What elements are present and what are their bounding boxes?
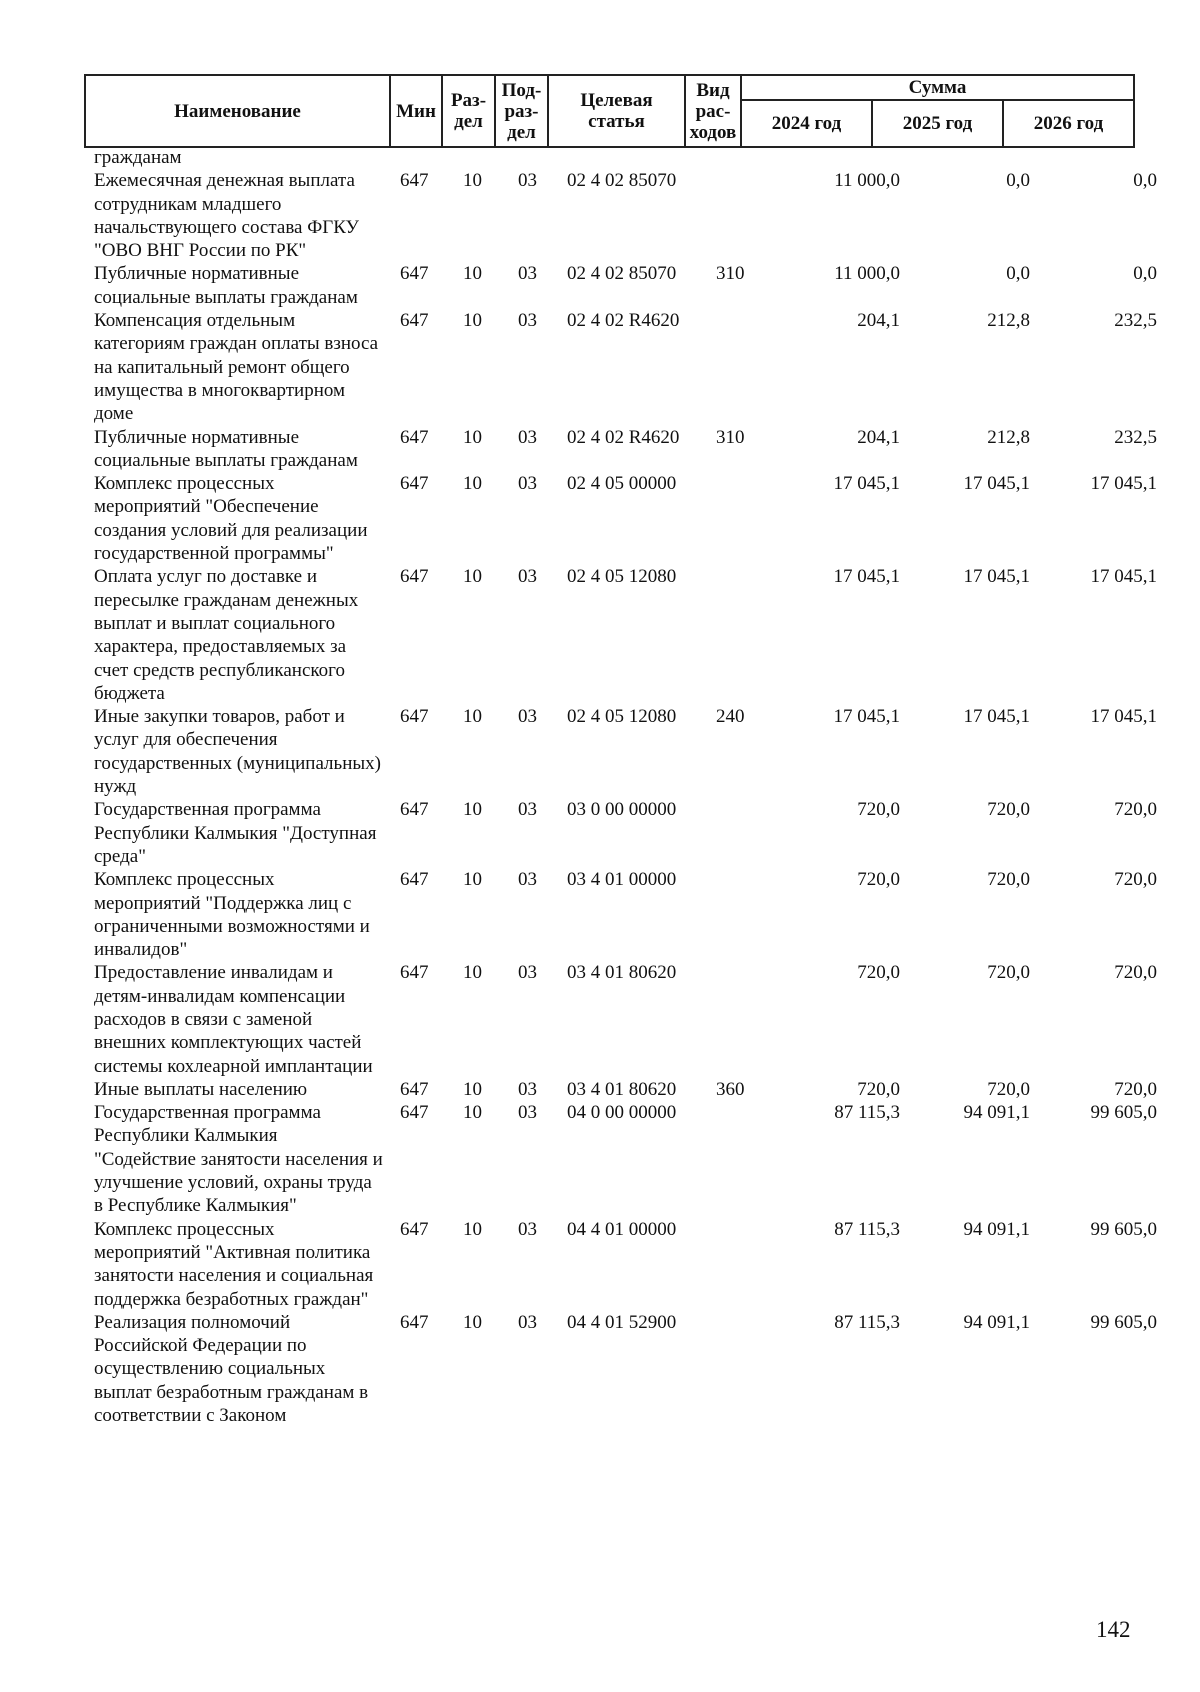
row-sum-2024: 720,0	[857, 799, 900, 821]
row-celevaya-statya: 04 4 01 00000	[567, 1218, 677, 1240]
row-sum-2026: 720,0	[1114, 799, 1157, 821]
table-row	[0, 146, 1200, 169]
row-podrazdel: 03	[518, 310, 537, 332]
row-name: Компенсация отдельным категориям граждан оплаты взноса на капитальный ремонт общего имущества в многоквартирном доме	[94, 310, 379, 425]
row-vid-rashodov: 240	[716, 706, 745, 728]
row-sum-2025: 212,8	[987, 426, 1030, 448]
row-name: Государственная программа Республики Калмыкия "Содействие занятости населения и улучшение условий, охраны труда в Республике Калмыкия"	[94, 1102, 383, 1217]
row-name: Государственная программа Республики Калмыкия "Доступная среда"	[94, 799, 377, 867]
row-sum-2025: 0,0	[1006, 170, 1030, 192]
row-sum-2026: 99 605,0	[1090, 1311, 1157, 1333]
row-celevaya-statya: 03 4 01 80620	[567, 1078, 677, 1100]
row-sum-2026: 0,0	[1133, 263, 1157, 285]
row-name: Иные закупки товаров, работ и услуг для обеспечения государственных (муниципальных) нужд	[94, 706, 381, 798]
row-celevaya-statya: 02 4 02 R4620	[567, 310, 680, 332]
table-row	[0, 961, 1200, 1077]
row-name: Оплата услуг по доставке и пересылке гражданам денежных выплат и выплат социального характера, предоставляемых за счет средств республиканского бюджета	[94, 566, 359, 704]
row-podrazdel: 03	[518, 263, 537, 285]
row-podrazdel: 03	[518, 1078, 537, 1100]
row-podrazdel: 03	[518, 962, 537, 984]
row-sum-2024: 720,0	[857, 1078, 900, 1100]
table-row	[0, 262, 1200, 309]
row-razdel: 10	[463, 170, 482, 192]
row-sum-2024: 11 000,0	[834, 263, 900, 285]
row-name: Комплекс процессных мероприятий "Обеспечение создания условий для реализации государственной программы"	[94, 473, 368, 565]
header-vid-rashodov	[685, 75, 741, 147]
header-razdel-line1: Раз-	[450, 90, 487, 111]
row-sum-2024: 87 115,3	[834, 1311, 900, 1333]
row-razdel: 10	[463, 1078, 482, 1100]
row-sum-2024: 87 115,3	[834, 1218, 900, 1240]
row-sum-2026: 17 045,1	[1090, 566, 1157, 588]
row-sum-2025: 720,0	[987, 869, 1030, 891]
row-sum-2026: 232,5	[1114, 426, 1157, 448]
row-name: гражданам	[94, 147, 182, 168]
row-podrazdel: 03	[518, 869, 537, 891]
row-celevaya-statya: 02 4 02 85070	[567, 263, 677, 285]
row-sum-2026: 232,5	[1114, 310, 1157, 332]
row-sum-2026: 720,0	[1114, 1078, 1157, 1100]
row-celevaya-statya: 02 4 02 85070	[567, 170, 677, 192]
header-summa: Сумма	[741, 75, 1134, 100]
header-name: Наименование	[85, 75, 390, 147]
row-sum-2024: 204,1	[857, 426, 900, 448]
row-razdel: 10	[463, 962, 482, 984]
row-name: Предоставление инвалидам и детям-инвалидам компенсации расходов в связи с заменой внешних комплектующих частей системы кохлеарной имплантации	[94, 962, 373, 1077]
table-body	[0, 146, 1200, 1427]
table-row	[0, 1078, 1200, 1101]
row-sum-2025: 720,0	[987, 799, 1030, 821]
row-min: 647	[400, 310, 429, 332]
row-min: 647	[400, 962, 429, 984]
row-min: 647	[400, 1218, 429, 1240]
row-name: Публичные нормативные социальные выплаты гражданам	[94, 426, 358, 471]
header-year-2025: 2025 год	[872, 100, 1003, 147]
row-sum-2025: 94 091,1	[963, 1311, 1030, 1333]
row-vid-rashodov: 310	[716, 263, 745, 285]
row-razdel: 10	[463, 426, 482, 448]
row-min: 647	[400, 1311, 429, 1333]
row-vid-rashodov: 360	[716, 1078, 745, 1100]
header-vr-line1: Вид	[696, 79, 730, 101]
row-razdel: 10	[463, 473, 482, 495]
row-sum-2026: 0,0	[1133, 170, 1157, 192]
row-sum-2025: 94 091,1	[963, 1218, 1030, 1240]
table-row	[0, 472, 1200, 565]
table-row	[0, 1218, 1200, 1311]
row-razdel: 10	[463, 1102, 482, 1124]
header-vr-line3: ходов	[689, 121, 737, 143]
row-podrazdel: 03	[518, 566, 537, 588]
row-podrazdel: 03	[518, 1102, 537, 1124]
row-min: 647	[400, 170, 429, 192]
row-vid-rashodov: 310	[716, 426, 745, 448]
row-name: Реализация полномочий Российской Федерации по осуществлению социальных выплат безработным гражданам в соответствии с Законом	[94, 1311, 369, 1427]
row-min: 647	[400, 1078, 429, 1100]
table-row	[0, 868, 1200, 961]
row-razdel: 10	[463, 869, 482, 891]
row-celevaya-statya: 02 4 05 12080	[567, 706, 677, 728]
page-number: 142	[1096, 1617, 1131, 1642]
header-cs-line2: статья	[588, 111, 645, 132]
row-min: 647	[400, 426, 429, 448]
header-razdel-line2: дел	[454, 111, 483, 132]
header-celevaya-statya	[548, 75, 685, 147]
row-celevaya-statya: 02 4 05 00000	[567, 473, 677, 495]
row-podrazdel: 03	[518, 1218, 537, 1240]
row-min: 647	[400, 263, 429, 285]
row-razdel: 10	[463, 799, 482, 821]
row-sum-2024: 11 000,0	[834, 170, 900, 192]
row-celevaya-statya: 04 4 01 52900	[567, 1311, 677, 1333]
row-sum-2024: 87 115,3	[834, 1102, 900, 1124]
row-sum-2024: 204,1	[857, 310, 900, 332]
row-sum-2026: 720,0	[1114, 962, 1157, 984]
row-podrazdel: 03	[518, 473, 537, 495]
row-sum-2024: 17 045,1	[833, 706, 900, 728]
table-row	[0, 705, 1200, 798]
row-sum-2024: 720,0	[857, 869, 900, 891]
row-sum-2025: 94 091,1	[963, 1102, 1030, 1124]
row-celevaya-statya: 03 0 00 00000	[567, 799, 677, 821]
header-cs-line1: Целевая	[580, 90, 653, 111]
table-row	[0, 1311, 1200, 1427]
row-podrazdel: 03	[518, 426, 537, 448]
header-podrazdel-line2: раз-	[504, 100, 539, 122]
table-row	[0, 565, 1200, 705]
table-header	[84, 74, 1135, 148]
row-min: 647	[400, 473, 429, 495]
header-podrazdel	[495, 75, 548, 147]
table-row	[0, 1101, 1200, 1217]
row-sum-2025: 212,8	[987, 310, 1030, 332]
table-row	[0, 426, 1200, 473]
row-sum-2025: 17 045,1	[963, 566, 1030, 588]
row-celevaya-statya: 04 0 00 00000	[567, 1102, 677, 1124]
row-sum-2025: 17 045,1	[963, 706, 1030, 728]
row-celevaya-statya: 03 4 01 00000	[567, 869, 677, 891]
header-podrazdel-line3: дел	[507, 121, 536, 143]
table-row	[0, 798, 1200, 868]
row-min: 647	[400, 1102, 429, 1124]
header-podrazdel-line1: Под-	[501, 79, 542, 101]
row-sum-2025: 720,0	[987, 1078, 1030, 1100]
row-celevaya-statya: 03 4 01 80620	[567, 962, 677, 984]
row-razdel: 10	[463, 310, 482, 332]
table-row	[0, 309, 1200, 425]
row-name: Комплекс процессных мероприятий "Поддержка лиц с ограниченными возможностями и инвалидов"	[94, 869, 370, 961]
table-row	[0, 169, 1200, 262]
row-sum-2024: 17 045,1	[833, 566, 900, 588]
row-podrazdel: 03	[518, 799, 537, 821]
row-sum-2024: 720,0	[857, 962, 900, 984]
row-podrazdel: 03	[518, 706, 537, 728]
row-min: 647	[400, 566, 429, 588]
header-year-2024: 2024 год	[741, 100, 872, 147]
row-sum-2025: 17 045,1	[963, 473, 1030, 495]
header-min: Мин	[390, 75, 442, 147]
row-sum-2026: 99 605,0	[1090, 1218, 1157, 1240]
header-vr-line2: рас-	[695, 100, 731, 122]
row-sum-2024: 17 045,1	[833, 473, 900, 495]
row-sum-2026: 99 605,0	[1090, 1102, 1157, 1124]
row-name: Ежемесячная денежная выплата сотрудникам младшего начальствующего состава ФГКУ "ОВО ВНГ России по РК"	[94, 170, 359, 262]
row-celevaya-statya: 02 4 05 12080	[567, 566, 677, 588]
row-min: 647	[400, 706, 429, 728]
header-year-2026: 2026 год	[1003, 100, 1134, 147]
row-podrazdel: 03	[518, 170, 537, 192]
row-podrazdel: 03	[518, 1311, 537, 1333]
row-razdel: 10	[463, 1218, 482, 1240]
row-sum-2025: 720,0	[987, 962, 1030, 984]
row-razdel: 10	[463, 263, 482, 285]
row-sum-2026: 17 045,1	[1090, 706, 1157, 728]
row-razdel: 10	[463, 1311, 482, 1333]
row-sum-2026: 720,0	[1114, 869, 1157, 891]
row-name: Публичные нормативные социальные выплаты гражданам	[94, 263, 358, 308]
row-sum-2026: 17 045,1	[1090, 473, 1157, 495]
row-razdel: 10	[463, 566, 482, 588]
row-min: 647	[400, 869, 429, 891]
row-razdel: 10	[463, 706, 482, 728]
row-name: Иные выплаты населению	[94, 1078, 308, 1100]
row-celevaya-statya: 02 4 02 R4620	[567, 426, 680, 448]
row-sum-2025: 0,0	[1006, 263, 1030, 285]
row-name: Комплекс процессных мероприятий "Активная политика занятости населения и социальная поддержка безработных граждан"	[94, 1218, 374, 1310]
header-razdel	[442, 75, 495, 147]
row-min: 647	[400, 799, 429, 821]
